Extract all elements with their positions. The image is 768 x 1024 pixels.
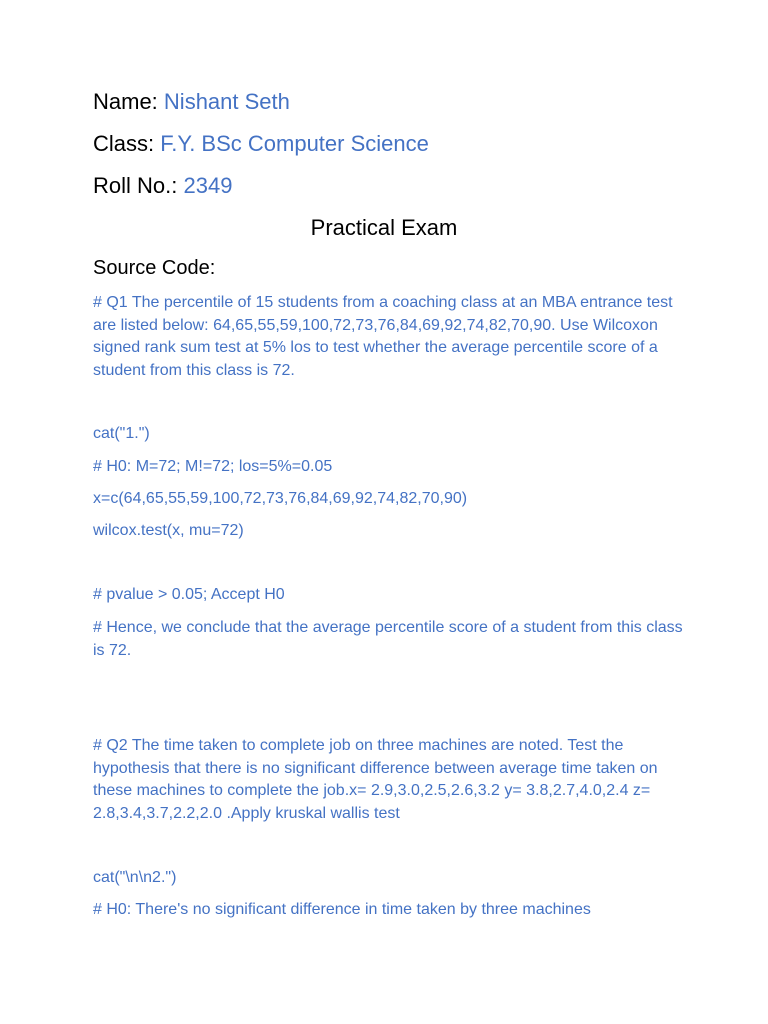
class-label: Class: <box>93 131 155 156</box>
q1-data-line: x=c(64,65,55,59,100,72,73,76,84,69,92,74,82,70,90) <box>93 490 468 507</box>
page-title: Practical Exam <box>310 215 458 240</box>
roll-value: 2349 <box>183 173 233 198</box>
q2-cat-line: cat("\n\n2.") <box>93 869 177 886</box>
q1-cat-line: cat("1.") <box>93 425 150 442</box>
q1-conclusion-line: # Hence, we conclude that the average percentile score of a student from this class is 72. <box>93 619 683 659</box>
class-value: F.Y. BSc Computer Science <box>160 131 429 156</box>
q1-test-line: wilcox.test(x, mu=72) <box>93 522 244 539</box>
name-field <box>93 88 290 116</box>
q1-hypothesis-line: # H0: M=72; M!=72; los=5%=0.05 <box>93 458 333 475</box>
class-field <box>93 130 429 158</box>
name-label: Name: <box>93 89 158 114</box>
name-value: Nishant Seth <box>163 89 290 114</box>
roll-label: Roll No.: <box>93 173 178 198</box>
q1-comment: # Q1 The percentile of 15 students from a coaching class at an MBA entrance test are listed below: 64,65,55,59,100,72,73,76,84,69,92,74,82,70,90. Use Wilcoxon signed rank sum test at 5% los to test whether the average percentile score of a student from this class is 72. <box>93 294 673 379</box>
roll-field <box>93 172 232 200</box>
source-code-label: Source Code: <box>93 257 216 279</box>
q2-hypothesis-line: # H0: There's no significant difference in time taken by three machines <box>93 901 591 918</box>
q2-comment: # Q2 The time taken to complete job on three machines are noted. Test the hypothesis that there is no significant difference between average time taken on these machines to complete the job.x= 2.9,3.0,2.5,2.6,3.2 y= 3.8,2.7,4.0,2.4 z= 2.8,3.4,3.7,2.2,2.0 .Apply kruskal wallis test <box>93 737 658 822</box>
q1-pvalue-line: # pvalue > 0.05; Accept H0 <box>93 586 285 603</box>
